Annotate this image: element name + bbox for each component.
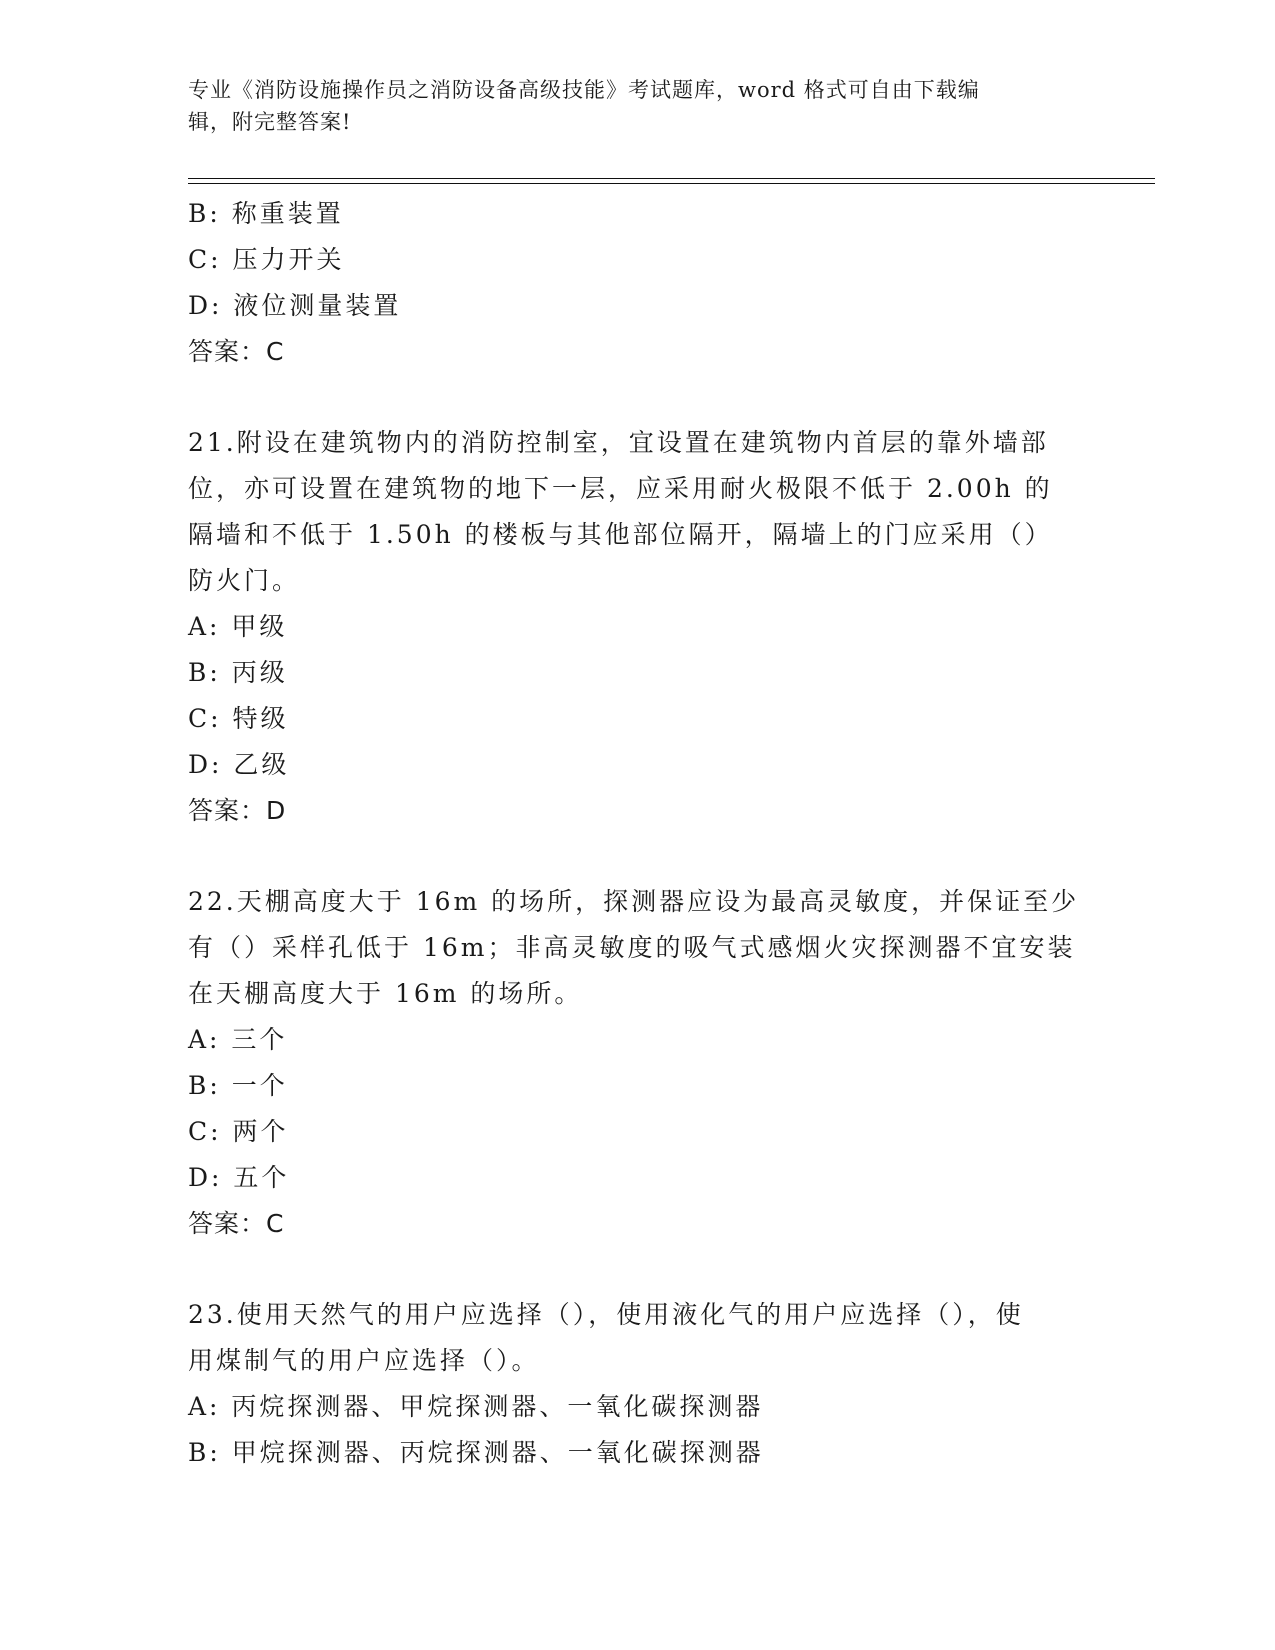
- question-text-line: 有（）采样孔低于 16m；非高灵敏度的吸气式感烟火灾探测器不宜安装: [188, 933, 1076, 962]
- question-text-line: 21.附设在建筑物内的消防控制室，宜设置在建筑物内首层的靠外墙部: [188, 428, 1049, 457]
- question-23: [188, 1292, 1088, 1476]
- option-a: A: 丙烷探测器、甲烷探测器、一氧化碳探测器: [188, 1392, 764, 1421]
- question-text-line: 22.天棚高度大于 16m 的场所，探测器应设为最高灵敏度，并保证至少: [188, 887, 1080, 916]
- question-text-line: 在天棚高度大于 16m 的场所。: [188, 979, 583, 1008]
- header-divider-top: [188, 178, 1155, 179]
- document-header: [188, 74, 1088, 138]
- option-c: C: 特级: [188, 704, 289, 733]
- header-line-2: 辑，附完整答案!: [188, 110, 352, 134]
- option-b: B: 甲烷探测器、丙烷探测器、一氧化碳探测器: [188, 1438, 764, 1467]
- answer-line: 答案：C: [188, 1209, 285, 1238]
- question-content: [188, 191, 1088, 1476]
- question-text-line: 位，亦可设置在建筑物的地下一层，应采用耐火极限不低于 2.00h 的: [188, 474, 1053, 503]
- header-divider-bottom: [188, 183, 1155, 184]
- option-a: A: 三个: [188, 1025, 288, 1054]
- option-c: C: 两个: [188, 1117, 289, 1146]
- answer-line: 答案：C: [188, 337, 285, 366]
- question-text-line: 防火门。: [188, 566, 301, 595]
- question-text-line: 隔墙和不低于 1.50h 的楼板与其他部位隔开，隔墙上的门应采用（）: [188, 520, 1053, 549]
- option-b: B: 一个: [188, 1071, 288, 1100]
- question-21: [188, 420, 1088, 834]
- option-b: B: 丙级: [188, 658, 288, 687]
- option-d: D: 乙级: [188, 750, 290, 779]
- header-line-1: 专业《消防设施操作员之消防设备高级技能》考试题库，word 格式可自由下载编: [188, 78, 980, 102]
- question-22: [188, 879, 1088, 1247]
- prev-question-block: [188, 191, 1088, 375]
- option-a: A: 甲级: [188, 612, 288, 641]
- option-b: B: 称重装置: [188, 199, 344, 228]
- option-c: C: 压力开关: [188, 245, 345, 274]
- question-text-line: 23.使用天然气的用户应选择（），使用液化气的用户应选择（），使: [188, 1300, 1024, 1329]
- option-d: D: 五个: [188, 1163, 290, 1192]
- question-text-line: 用煤制气的用户应选择（）。: [188, 1346, 540, 1375]
- answer-line: 答案：D: [188, 796, 287, 825]
- option-d: D: 液位测量装置: [188, 291, 402, 320]
